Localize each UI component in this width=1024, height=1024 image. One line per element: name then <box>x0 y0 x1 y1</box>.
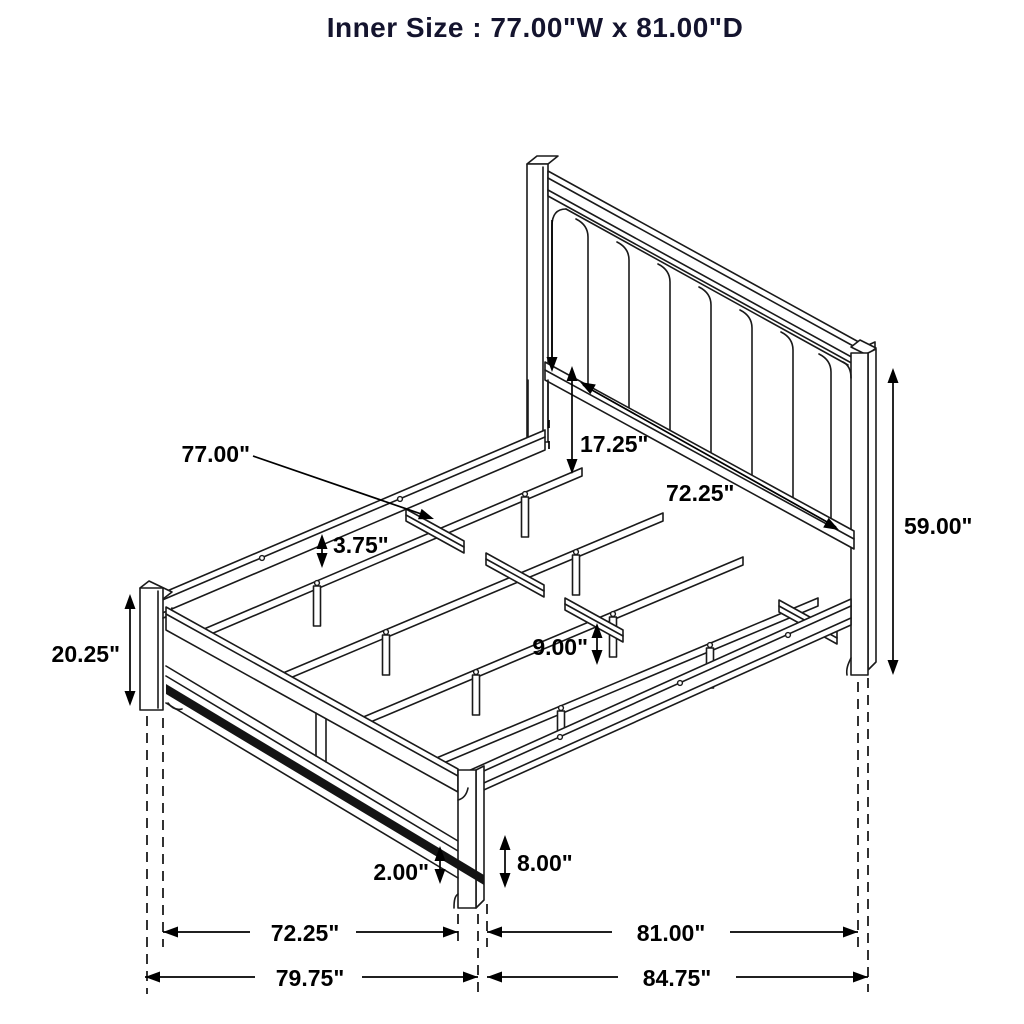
footboard-bottom-edge <box>166 703 458 878</box>
extension-lines <box>147 678 868 994</box>
dim-label-inner-depth: 81.00" <box>636 920 706 946</box>
dim-label-slat-frame-width: 77.00" <box>181 441 250 467</box>
dim-label-rail-thickness: 3.75" <box>333 532 389 558</box>
slat-rail <box>434 598 818 767</box>
headboard-top-rail <box>548 171 866 371</box>
dim-label-under-rail-clearance: 8.00" <box>517 850 573 876</box>
dim-label-trim-height: 2.00" <box>373 859 429 885</box>
dim-label-headboard-inner-width: 72.25" <box>666 480 735 506</box>
headboard-left-post <box>527 164 548 442</box>
dim-label-overall-depth: 84.75" <box>642 965 712 991</box>
headboard <box>527 156 876 675</box>
headboard-right-post <box>851 353 868 675</box>
dim-label-inner-width: 72.25" <box>270 920 340 946</box>
dim-label-leg-height: 9.00" <box>532 634 588 660</box>
dim-label-headboard-height: 59.00" <box>904 513 973 539</box>
slat-support-deck <box>204 468 851 798</box>
dim-label-overall-width: 79.75" <box>275 965 345 991</box>
footboard <box>140 581 484 908</box>
footboard-divider <box>316 713 326 762</box>
diagram-title: Inner Size : 77.00"W x 81.00"D <box>326 12 744 43</box>
dim-label-footboard-height: 20.25" <box>51 641 120 667</box>
dim-label-headboard-clearance: 17.25" <box>580 431 649 457</box>
headboard-left-post-top <box>527 156 558 164</box>
footboard-left-post <box>140 588 163 710</box>
near-side-rail <box>466 599 851 798</box>
